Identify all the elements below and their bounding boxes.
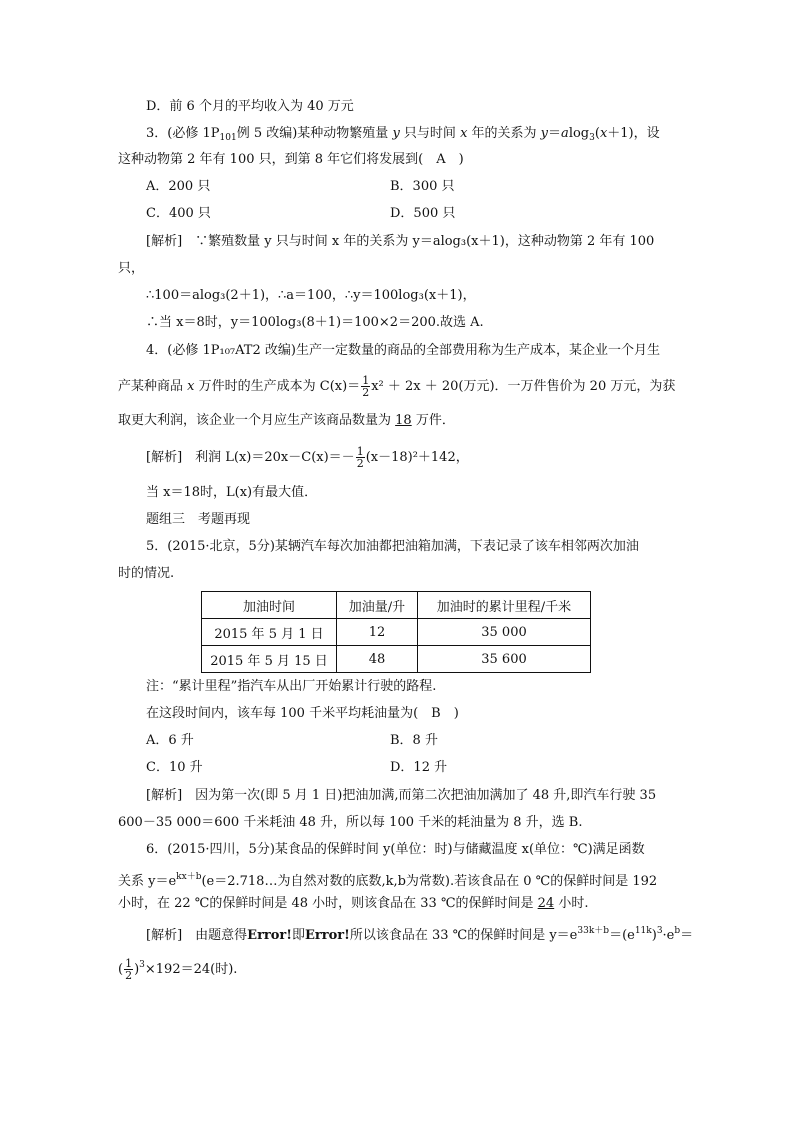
- q5-option-b: B．8 升: [390, 733, 438, 748]
- q4-sol-frac-num: 1: [356, 445, 364, 458]
- q3-var: y: [540, 126, 549, 141]
- q6-sup: b: [674, 926, 681, 936]
- q4-text: 万件．: [411, 413, 455, 428]
- option-d-prev: D．前 6 个月的平均收入为 40 万元: [146, 99, 354, 114]
- q3-option-b: B．300 只: [390, 179, 455, 194]
- q3-sub: 101: [219, 133, 237, 143]
- q3-sub: 3: [589, 133, 595, 143]
- table-row: [202, 646, 591, 673]
- q3-text: ＋1)，设: [607, 126, 660, 141]
- q6-solution-2: [118, 956, 237, 981]
- q6-sup: 11k: [634, 926, 652, 936]
- q6-answer: 24: [537, 896, 555, 911]
- q4-text: 万件时的生产成本为: [194, 379, 320, 394]
- q5-option-d: D．12 升: [390, 760, 448, 775]
- q3-solution-3: ∴100＝alog₃(2＋1)，∴a＝100，∴y＝100log₃(x＋1)，: [146, 288, 476, 303]
- q3-var: a: [561, 126, 569, 141]
- table-header: 加油时间: [202, 592, 337, 619]
- q4-frac-num: 1: [362, 374, 370, 387]
- q3-line-2: 这种动物第 2 年有 100 只，到第 8 年它们将发展到( A ): [118, 152, 464, 167]
- q6-text: 小时，在 22 ℃的保鲜时间是 48 小时，则该食品在 33 ℃的保鲜时间是: [118, 896, 538, 911]
- q4-text: 取更大利润，该企业一个月应生产该商品数量为: [118, 413, 396, 428]
- q6-sol-text: (: [118, 962, 124, 977]
- q3-text: 3．(必修 1P: [146, 126, 220, 141]
- q4-solution-2: 当 x＝18时，L(x)有最大值．: [146, 485, 318, 500]
- q6-error-text: Error!: [247, 928, 292, 943]
- q6-text: 小时.: [554, 896, 589, 911]
- fuel-table: [201, 591, 591, 673]
- q6-sol-text: 即: [292, 928, 306, 943]
- q6-error-text: Error!: [305, 928, 350, 943]
- q6-sol-text: ＝(e: [609, 928, 635, 943]
- q4-sol-text: (x－18)²＋142，: [365, 450, 469, 465]
- table-row: [202, 619, 591, 646]
- q3-solution-1: [解析] ∵繁殖数量 y 只与时间 x 年的关系为 y＝alog₃(x＋1)，这种动物第 2 年有 100: [146, 234, 655, 249]
- q3-text: 只与时间: [399, 126, 461, 141]
- table-cell: 2015 年 5 月 15 日: [202, 646, 337, 673]
- q4-text: C(x)＝: [319, 379, 361, 394]
- q6-sol-text: 所以该食品在 33 ℃的保鲜时间是 y＝e: [349, 928, 578, 943]
- q3-line-1: [146, 125, 660, 147]
- q6-sol-text: ＝: [680, 928, 694, 943]
- q4-sol-text: [解析] 利润 L(x)＝20x－C(x)＝－: [146, 450, 355, 465]
- q3-solution-2: 只，: [118, 261, 145, 276]
- q4-sol-frac-den: 2: [356, 457, 364, 470]
- q4-line-2: [118, 375, 675, 398]
- table-cell: 2015 年 5 月 1 日: [202, 619, 337, 646]
- q6-sol-text: [解析] 由题意得: [146, 928, 248, 943]
- q6-text: 关系 y＝e: [118, 874, 177, 889]
- q6-sup: kx＋b: [176, 872, 202, 882]
- table-header-row: [202, 592, 591, 619]
- table-header: 加油量/升: [337, 592, 418, 619]
- q4-line-1: 4．(必修 1P₁₀₇AT2 改编)生产一定数量的商品的全部费用称为生产成本，某企业一个月生: [146, 343, 660, 358]
- q4-answer: 18: [395, 413, 412, 428]
- q6-sol-text: ·e: [662, 928, 675, 943]
- q3-var: y: [392, 126, 400, 141]
- q6-frac-num: 1: [125, 957, 133, 970]
- q6-sup: 3: [139, 960, 145, 970]
- q5-line-2: 时的情况.: [118, 566, 175, 581]
- q3-option-c: C．400 只: [146, 206, 211, 221]
- q6-line-1: 6．(2015·四川，5分)某食品的保鲜时间 y(单位：时)与储藏温度 x(单位：℃)满足函数: [146, 842, 645, 857]
- q6-line-3: [118, 895, 588, 913]
- q3-text: 例 5 改编)某种动物繁殖量: [236, 126, 393, 141]
- q6-frac-den: 2: [125, 969, 133, 982]
- group-heading: 题组三 考题再现: [146, 512, 251, 527]
- q4-var: x: [187, 379, 195, 394]
- q5-option-a: A．6 升: [146, 733, 194, 748]
- q5-solution-2: 600－35 000＝600 千米耗油 48 升，所以每 100 千米的耗油量为 8 升，选 B.: [118, 815, 583, 830]
- q4-sol-fraction: [356, 446, 365, 469]
- q6-sol-text: ): [651, 928, 657, 943]
- q6-sol-text: ): [134, 962, 140, 977]
- q4-text: x² ＋ 2x ＋ 20(万元)．一万件售价为 20 万元，为获: [371, 379, 676, 394]
- q6-sup: 33k＋b: [577, 926, 610, 936]
- q5-question: 在这段时间内，该车每 100 千米平均耗油量为( B ): [146, 706, 459, 721]
- q6-sol-text: ×192＝24(时).: [144, 962, 238, 977]
- q3-var: x: [460, 126, 468, 141]
- q4-frac-den: 2: [362, 386, 370, 399]
- q3-text: (: [594, 126, 600, 141]
- q6-solution-1: [146, 922, 693, 945]
- q6-text: (e＝2.718…为自然对数的底数,k,b为常数).若该食品在 0 ℃的保鲜时间是 192: [201, 874, 658, 889]
- q4-fraction: [361, 375, 370, 398]
- table-cell: 35 000: [418, 619, 591, 646]
- table-header: 加油时的累计里程/千米: [418, 592, 591, 619]
- q3-option-d: D．500 只: [390, 206, 456, 221]
- q6-line-2: [118, 868, 657, 891]
- q3-option-a: A．200 只: [146, 179, 211, 194]
- table-cell: 12: [337, 619, 418, 646]
- q5-option-c: C．10 升: [146, 760, 203, 775]
- q4-line-3: [118, 412, 455, 430]
- q5-line-1: 5．(2015·北京，5分)某辆汽车每次加油都把油箱加满，下表记录了该车相邻两次加油: [146, 539, 639, 554]
- q6-sup: 3: [656, 926, 663, 936]
- table-cell: 35 600: [418, 646, 591, 673]
- table-cell: 48: [337, 646, 418, 673]
- q3-text: 年的关系为: [467, 126, 541, 141]
- q6-sol-fraction: [124, 958, 133, 981]
- q3-solution-4: ∴当 x＝8时，y＝100log₃(8＋1)＝100×2＝200.故选 A.: [146, 315, 484, 330]
- q3-text: log: [568, 126, 590, 141]
- q4-text: 产某种商品: [118, 379, 188, 394]
- q3-text: ＝: [548, 126, 562, 141]
- q5-solution-1: [解析] 因为第一次(即 5 月 1 日)把油加满,而第二次把油加满加了 48 升,即汽车行驶 35: [146, 788, 657, 803]
- q4-solution-1: [146, 446, 469, 469]
- q5-note: 注：“累计里程”指汽车从出厂开始累计行驶的路程.: [146, 679, 437, 694]
- q3-var: x: [599, 126, 608, 141]
